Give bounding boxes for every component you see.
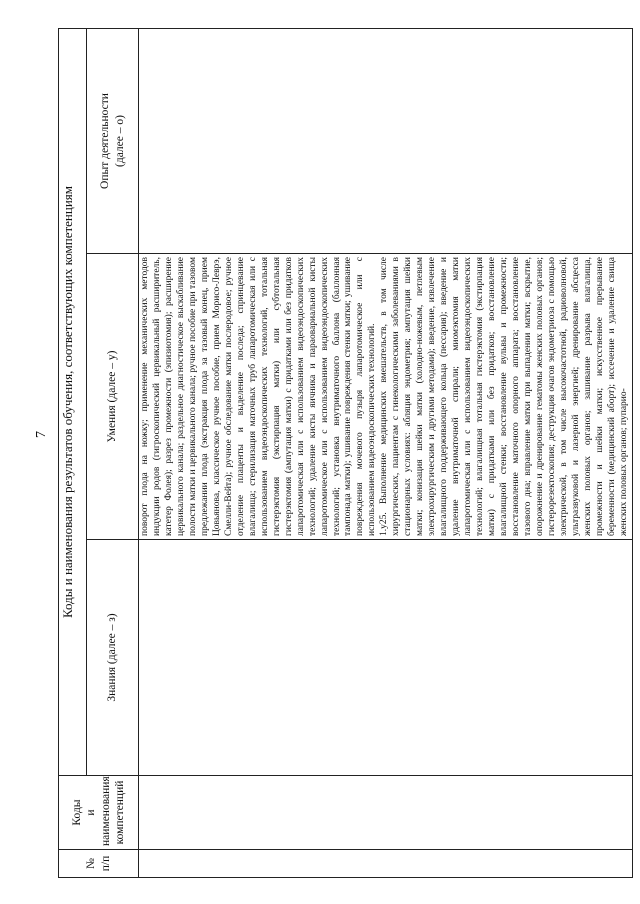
rotated-table-wrapper	[58, 28, 629, 878]
competency-table	[58, 28, 633, 878]
page-number: 7	[34, 431, 49, 438]
cell-skills	[139, 254, 633, 540]
cell-knowledge	[139, 540, 633, 776]
header-number: № п/п	[59, 850, 139, 878]
skills-paragraph-1: поворот плода на ножку; применение механических методов индукции родов (гигроскопический цервикальный расширитель, катетер Фолея); разрез промежности (эпизиотомия); расширение цервикального канала; раздельное диагностическое выскабливание полости матки и цервикального канала; ручное пособие при тазовом предлежании плода (экстракция плода за тазовый конец, прием Цовьянова, классическое ручное пособие, прием Морисо-Леврэ, Смелли-Вейта); ручное обследование матки послеродовое; ручное отделение плаценты и выделение последа; спринцевание влагалища; стерилизация маточных труб лапаротомическая или с использованием видеоэндоскопических технологий, тотальная гистерэктомия (экстирпация матки) или субтотальная гистерэктомия (ампутация матки) с придатками или без придатков лапаротомическая или с использованием видеоэндоскопических технологий; удаление кисты яичника и параовариальной кисты лапаротомическое или с использованием видеоэндоскопических технологий; установка внутриматочного баллона (баллонная тампонада матки); ушивание повреждения стенки матки; ушивание повреждения мочевого пузыря лапаротомическое или с использованием видеоэндоскопических технологий.	[140, 257, 378, 536]
header-learning-results: Коды и наименования результатов обучения, соответствующих компетенциям	[59, 29, 87, 776]
header-experience: Опыт деятельности (далее – о)	[87, 29, 139, 254]
skills-paragraph-2: 1.у25. Выполнение медицинских вмешательств, в том числе хирургических, пациентам с гинекологическими заболеваниями в стационарных условиях: абляция эндометрия; ампутация шейки матки; конизация шейки матки (холодно-ножевым, петлевым электрохирургическим и другими методами); введение, извлечение влагалищного поддерживающего кольца (пессария); введение и удаление внутриматочной спирали; миомэктомия матки лапаротомическая или с использованием видеоэндоскопических технологий; влагалищная тотальная гистерэктомия (экстирпация матки) с придатками или без придатков; восстановление влагалищной стенки; восстановление вульвы и промежности; восстановление маточного опорного аппарата; восстановление тазового дна; вправление матки при выпадении матки; вскрытие, опорожнение и дренирование гематомы женских половых органов; гистерорезектоскопия; деструкция очагов эндометриоза с помощью электрической, в том числе высокочастотной, радиоволновой, ультразвуковой и лазерной энергией; дренирование абсцесса женских половых органов; зашивание разрыва влагалища, промежности и шейки матки; искусственное прерывание беременности (медицинский аборт); иссечение и удаление свища женских половых органов; пупарио-	[379, 257, 629, 536]
cell-number	[139, 850, 633, 878]
cell-competency-code	[139, 776, 633, 850]
header-knowledge: Знания (далее – з)	[87, 540, 139, 776]
header-skills: Умения (далее – у)	[87, 254, 139, 540]
cell-experience	[139, 29, 633, 254]
header-competency-codes: Коды и наименования компетенций	[59, 776, 139, 850]
